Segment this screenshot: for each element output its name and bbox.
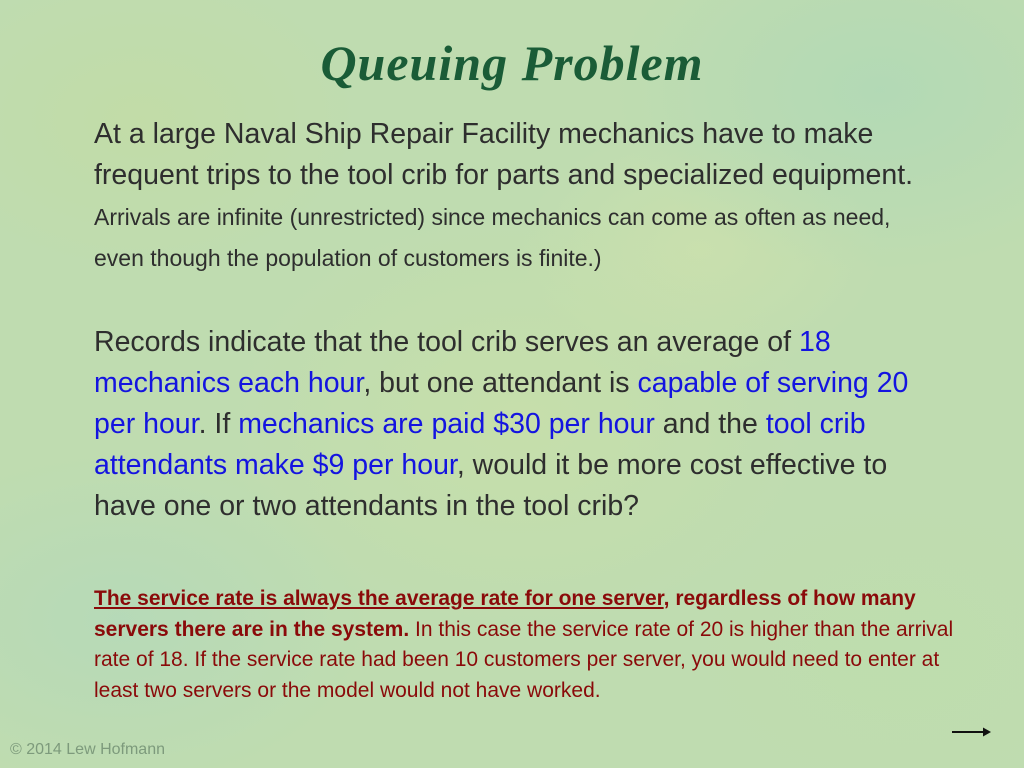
- intro-paragraph: [94, 114, 944, 278]
- mechanic-wage-highlight: mechanics are paid $30 per hour: [238, 408, 655, 440]
- note-normal-text: In this case the service rate of 20 is higher than the arrival rate of 18. If the service rate had been 10 customers per server, you would need to enter at least two servers or the model would not have worked.: [94, 617, 954, 702]
- service-rate-note: [94, 584, 974, 706]
- copyright-footer: © 2014 Lew Hofmann: [10, 741, 165, 758]
- note-bold-text: , regardless of how many servers there are in the system.: [94, 587, 916, 641]
- question-text-4: and the: [654, 408, 766, 440]
- question-text-1: Records indicate that the tool crib serves an average of: [94, 326, 799, 358]
- intro-main-text: At a large Naval Ship Repair Facility mechanics have to make frequent trips to the tool crib for parts and specialized equipment.: [94, 118, 914, 191]
- question-text-5: , would it be more cost effective to have one or two attendants in the tool crib?: [94, 449, 888, 522]
- service-rate-highlight: capable of serving 20 per hour: [94, 367, 909, 440]
- right-arrow-icon[interactable]: [950, 725, 992, 739]
- question-text-2: , but one attendant is: [363, 367, 638, 399]
- slide-title: Queuing Problem: [320, 35, 704, 91]
- attendant-wage-highlight: tool crib attendants make $9 per hour: [94, 408, 866, 481]
- question-paragraph: [94, 322, 944, 527]
- intro-aside-text: Arrivals are infinite (unrestricted) since mechanics can come as often as need, even though the population of customers is finite.): [94, 204, 891, 271]
- arrival-rate-highlight: 18 mechanics each hour: [94, 326, 831, 399]
- note-underlined-text: The service rate is always the average rate for one server: [94, 587, 664, 610]
- question-text-3: . If: [198, 408, 239, 440]
